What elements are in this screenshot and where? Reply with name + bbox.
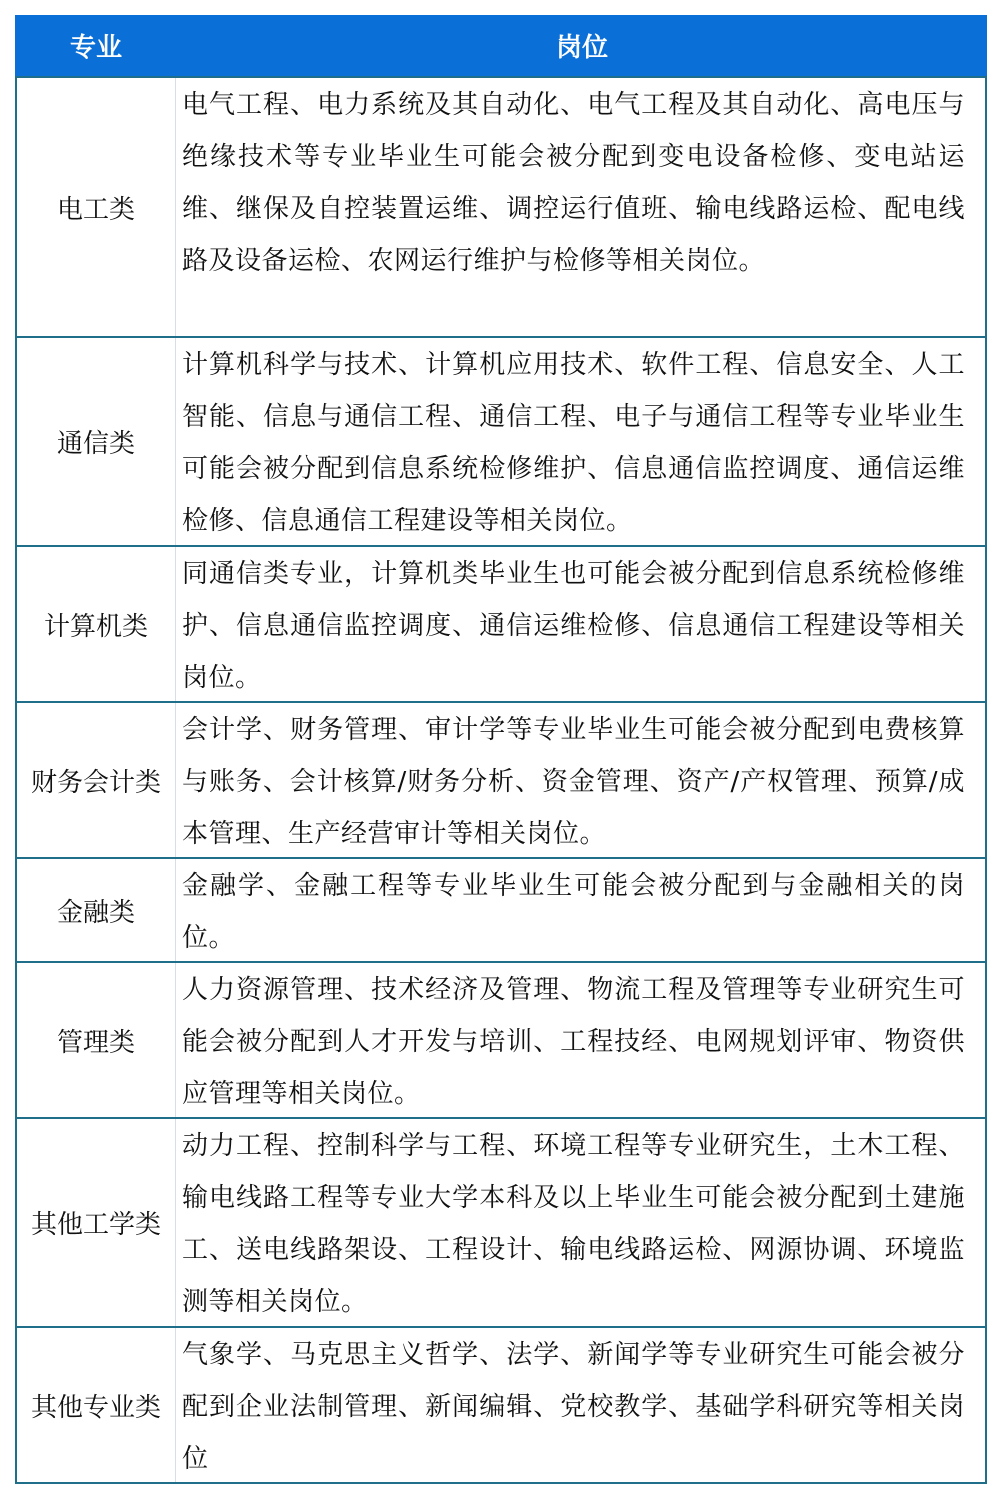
major-cell: 管理类 <box>17 963 176 1117</box>
job-cell: 动力工程、控制科学与工程、环境工程等专业研究生，土木工程、输电线路工程等专业大学本科及以上毕业生可能会被分配到土建施工、送电线路架设、工程设计、输电线路运检、网源协调、环境监测等相关岗位。 <box>182 1131 965 1317</box>
job-cell: 同通信类专业，计算机类毕业生也可能会被分配到信息系统检修维护、信息通信监控调度、通信运维检修、信息通信工程建设等相关岗位。 <box>182 559 965 693</box>
header-job: 岗位 <box>555 33 608 63</box>
major-cell: 其他工学类 <box>17 1119 176 1326</box>
table-row <box>17 701 985 857</box>
table-header <box>15 15 987 76</box>
job-cell: 会计学、财务管理、审计学等专业毕业生可能会被分配到电费核算与账务、会计核算/财务分析、资金管理、资产/产权管理、预算/成本管理、生产经营审计等相关岗位。 <box>182 715 965 849</box>
major-cell: 计算机类 <box>17 547 176 701</box>
header-major: 专业 <box>69 33 122 63</box>
job-cell: 电气工程、电力系统及其自动化、电气工程及其自动化、高电压与绝缘技术等专业毕业生可能会被分配到变电设备检修、变电站运维、继保及自控装置运维、调控运行值班、输电线路运检、配电线路及设备运检、农网运行维护与检修等相关岗位。 <box>182 90 965 276</box>
job-cell: 金融学、金融工程等专业毕业生可能会被分配到与金融相关的岗位。 <box>182 871 965 953</box>
major-cell: 其他专业类 <box>17 1328 176 1482</box>
table-row <box>17 336 985 545</box>
job-cell: 气象学、马克思主义哲学、法学、新闻学等专业研究生可能会被分配到企业法制管理、新闻编辑、党校教学、基础学科研究等相关岗位 <box>182 1340 965 1474</box>
table-row <box>17 1326 985 1482</box>
table-row <box>17 1117 985 1326</box>
major-cell: 财务会计类 <box>17 703 176 857</box>
major-cell: 电工类 <box>17 78 176 336</box>
table-row <box>17 545 985 701</box>
table-row <box>17 961 985 1117</box>
major-cell: 通信类 <box>17 338 176 545</box>
table-row <box>17 857 985 961</box>
table-row <box>17 76 985 336</box>
job-cell: 人力资源管理、技术经济及管理、物流工程及管理等专业研究生可能会被分配到人才开发与培训、工程技经、电网规划评审、物资供应管理等相关岗位。 <box>182 975 965 1109</box>
job-cell: 计算机科学与技术、计算机应用技术、软件工程、信息安全、人工智能、信息与通信工程、通信工程、电子与通信工程等专业毕业生可能会被分配到信息系统检修维护、信息通信监控调度、通信运维检修、信息通信工程建设等相关岗位。 <box>182 350 965 536</box>
major-job-table <box>15 15 987 1484</box>
major-cell: 金融类 <box>17 859 176 961</box>
